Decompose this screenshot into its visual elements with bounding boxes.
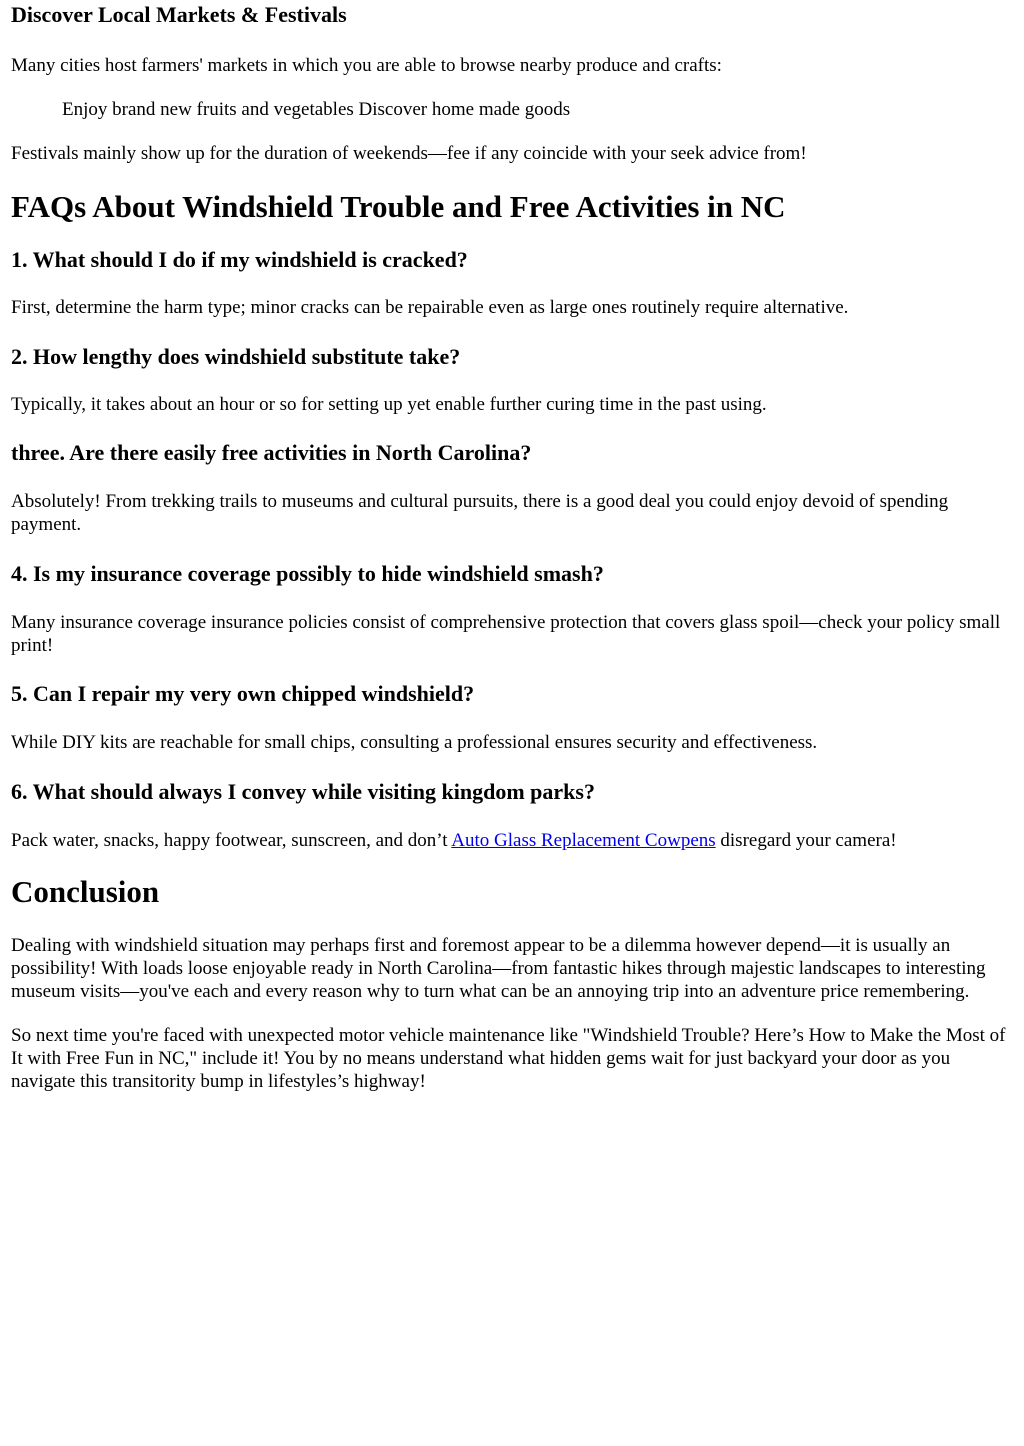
faq-question-2: 2. How lengthy does windshield substitute take? <box>11 344 461 369</box>
conclusion-paragraph-2: So next time you're faced with unexpected motor vehicle maintenance like "Windshield Trouble? Here’s How to Make the Most of It with Free Fun in NC," include it! You by no means understand what hidden gems wait for just backyard your door as you navigate this transitority bump in lifestyles’s highway! <box>11 1025 1006 1092</box>
faq-answer-4: Many insurance coverage insurance policies consist of comprehensive protection that covers glass spoil—check your policy small print! <box>11 612 1001 656</box>
faq-answer-5: While DIY kits are reachable for small chips, consulting a professional ensures security and effectiveness. <box>11 732 818 753</box>
conclusion-paragraph-1: Dealing with windshield situation may perhaps first and foremost appear to be a dilemma however depend—it is usually an possibility! With loads loose enjoyable ready in North Carolina—from fantastic hikes through majestic landscapes to interesting museum visits—you've each and every reason why to turn what can be an annoying trip into an adventure price remembering. <box>11 935 986 1002</box>
faq-question-1: 1. What should I do if my windshield is cracked? <box>11 247 468 272</box>
markets-heading: Discover Local Markets & Festivals <box>11 2 347 27</box>
faq-answer-3: Absolutely! From trekking trails to museums and cultural pursuits, there is a good deal you could enjoy devoid of spending payment. <box>11 491 949 535</box>
faq-heading: FAQs About Windshield Trouble and Free Activities in NC <box>11 189 786 224</box>
auto-glass-replacement-link[interactable]: Auto Glass Replacement Cowpens <box>451 830 716 851</box>
faq-question-3: three. Are there easily free activities in North Carolina? <box>11 440 532 465</box>
faq-answer-2: Typically, it takes about an hour or so for setting up yet enable further curing time in the past using. <box>11 394 767 415</box>
markets-quote: Enjoy brand new fruits and vegetables Discover home made goods <box>62 99 571 120</box>
faq-question-5: 5. Can I repair my very own chipped windshield? <box>11 681 475 706</box>
faq-answer-6-after: disregard your camera! <box>715 830 897 851</box>
faq-question-6: 6. What should always I convey while visiting kingdom parks? <box>11 779 595 804</box>
faq-answer-6 <box>11 829 1013 852</box>
faq-question-4: 4. Is my insurance coverage possibly to hide windshield smash? <box>11 561 604 586</box>
conclusion-heading: Conclusion <box>11 874 160 909</box>
markets-intro: Many cities host farmers' markets in which you are able to browse nearby produce and crafts: <box>11 55 722 76</box>
faq-answer-1: First, determine the harm type; minor cracks can be repairable even as large ones routinely require alternative. <box>11 297 849 318</box>
festivals-paragraph: Festivals mainly show up for the duration of weekends—fee if any coincide with your seek advice from! <box>11 143 807 164</box>
faq-answer-6-before: Pack water, snacks, happy footwear, sunscreen, and don’t <box>11 830 452 851</box>
